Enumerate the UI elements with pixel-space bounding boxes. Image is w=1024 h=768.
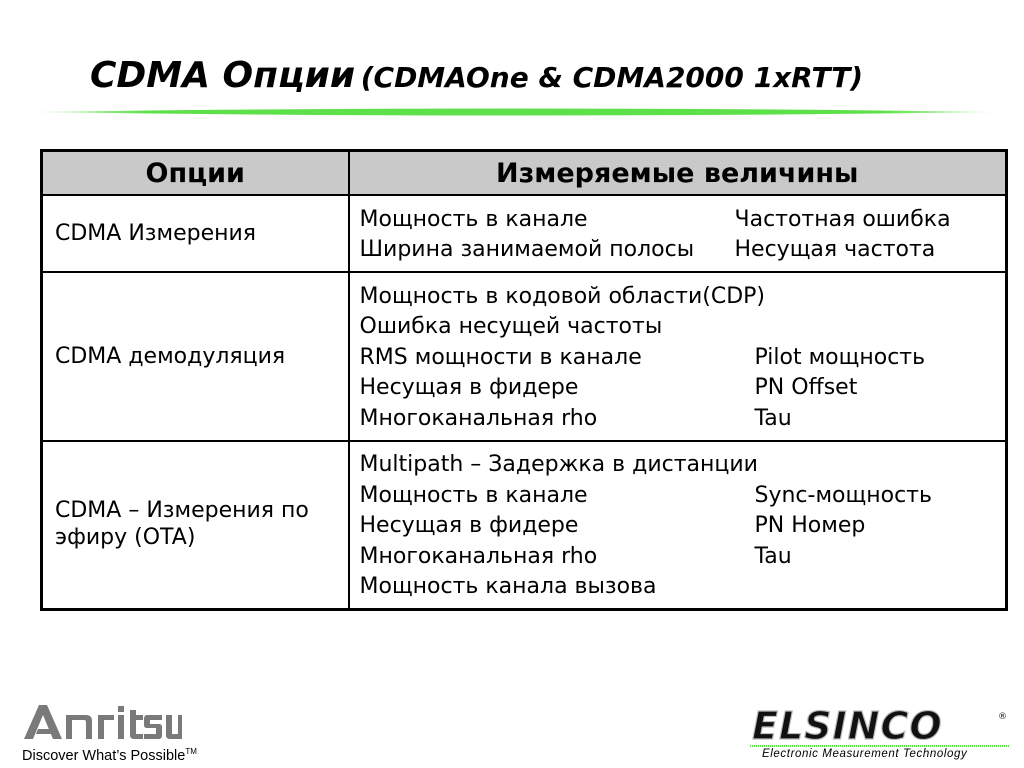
measurement-item: Sync-мощность: [754, 482, 932, 508]
svg-text:ELSINCO: ELSINCO: [752, 705, 943, 747]
measurement-item: Частотная ошибка: [734, 206, 951, 232]
measurement-line: [360, 204, 1006, 235]
table-row: [42, 195, 1007, 272]
measurement-item: Tau: [754, 543, 792, 569]
measurement-item: Несущая в фидере: [359, 375, 579, 401]
measurement-line: [360, 480, 1006, 511]
measurement-line: [360, 342, 1006, 373]
measurement-item: PN Номер: [754, 513, 866, 539]
measurement-item: Мощность в канале: [359, 206, 588, 232]
measurements-cell: [349, 441, 1007, 610]
measurement-line: [360, 541, 1006, 572]
title-underline: [32, 106, 998, 118]
anritsu-tagline: Discover What’s Possible™: [22, 747, 197, 764]
table-row: [42, 441, 1007, 610]
elsinco-logo: [750, 705, 1010, 747]
option-name: CDMA Измерения: [42, 195, 349, 272]
measurement-item: Несущая в фидере: [359, 513, 579, 539]
measurement-item: Многоканальная rho: [359, 543, 598, 569]
measurement-item: Pilot мощность: [754, 344, 926, 370]
measurement-item: Несущая частота: [734, 237, 936, 263]
measurement-line: [360, 281, 1006, 312]
measurement-item: PN Offset: [754, 375, 858, 401]
measurement-item: Ошибка несущей частоты: [359, 314, 663, 340]
options-table: [40, 149, 1008, 611]
measurement-line: [360, 572, 1006, 603]
title-sub: (CDMAOne & CDMA2000 1xRTT): [360, 61, 864, 94]
page-title: [90, 55, 863, 96]
header-measurements: Измеряемые величины: [349, 151, 1007, 196]
measurement-item: Мощность в кодовой области(CDP): [359, 283, 765, 309]
measurement-line: [360, 312, 1006, 343]
measurement-line: [360, 403, 1006, 434]
elsinco-tagline: Electronic Measurement Technology: [762, 748, 968, 760]
measurements-cell: [349, 195, 1007, 272]
option-name: CDMA демодуляция: [42, 272, 349, 441]
measurement-item: Многоканальная rho: [359, 405, 598, 431]
measurement-line: [360, 511, 1006, 542]
title-main: CDMA Опции: [90, 55, 356, 96]
option-name: CDMA – Измерения по эфиру (OTA): [42, 441, 349, 610]
measurement-item: Ширина занимаемой полосы: [359, 237, 695, 263]
measurement-line: [360, 373, 1006, 404]
header-options: Опции: [42, 151, 349, 196]
svg-text:®: ®: [998, 712, 1007, 722]
measurement-item: Мощность канала вызова: [359, 574, 657, 600]
measurements-cell: [349, 272, 1007, 441]
measurement-item: Мощность в канале: [359, 482, 588, 508]
table-row: [42, 272, 1007, 441]
measurement-item: Multipath – Задержка в дистанции: [359, 452, 758, 478]
measurement-item: RMS мощности в канале: [359, 344, 642, 370]
measurement-line: [360, 450, 1006, 481]
table-header-row: [42, 151, 1007, 196]
measurement-item: Tau: [754, 405, 792, 431]
anritsu-logo: [22, 703, 182, 741]
measurement-line: [360, 235, 1006, 266]
